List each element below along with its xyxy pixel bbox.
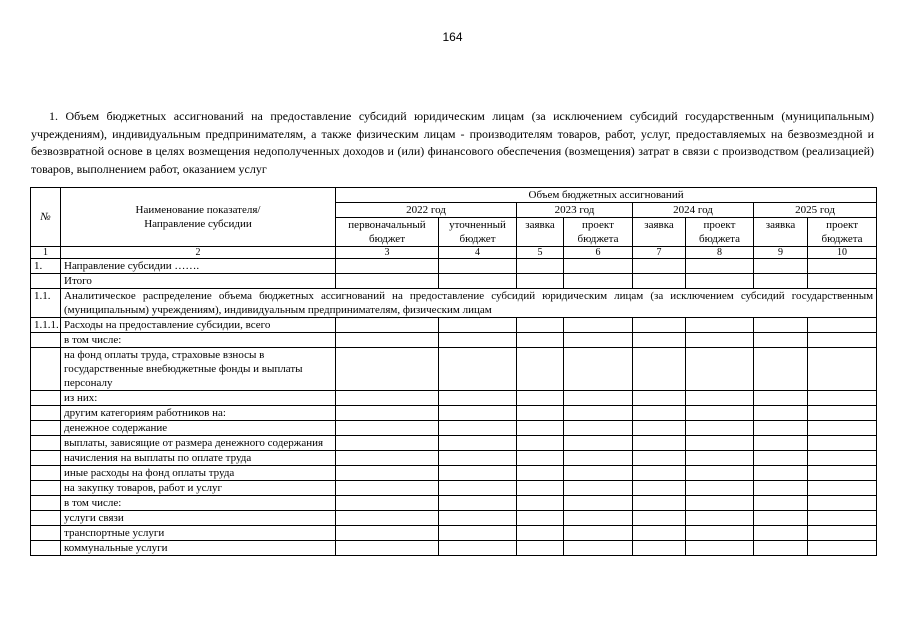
value-cell — [517, 406, 564, 421]
row-label: на фонд оплаты труда, страховые взносы в государственные внебюджетные фонды и выплаты персоналу — [61, 348, 336, 391]
row-num — [31, 391, 61, 406]
value-cell — [686, 318, 754, 333]
row-label: иные расходы на фонд оплаты труда — [61, 466, 336, 481]
value-cell — [336, 481, 439, 496]
value-cell — [808, 511, 877, 526]
value-cell — [439, 511, 517, 526]
value-cell — [754, 436, 808, 451]
header-name-line1: Наименование показателя/ — [135, 204, 261, 216]
row-analytic — [31, 289, 877, 318]
header-sub-draft-2025: проект бюджета — [808, 218, 877, 247]
col-number: 6 — [564, 247, 633, 259]
row-label: Расходы на предоставление субсидии, всего — [61, 318, 336, 333]
intro-paragraph: 1. Объем бюджетных ассигнований на предоставление субсидий юридическим лицам (за исключением субсидий государственным (муниципальным) учреждениям), индивидуальным предпринимателям, а также физическим лицам - производителям товаров, работ, услуг, предоставляемых на безвозмездной и безвозвратной основе в целях возмещения недополученных доходов и (или) финансового обеспечения (возмещения) затрат в связи с производством (реализацией) товаров, выполнением работ, оказанием услуг — [31, 109, 874, 176]
value-cell — [336, 526, 439, 541]
value-cell — [517, 496, 564, 511]
value-cell — [633, 481, 686, 496]
value-cell — [754, 511, 808, 526]
table-row — [31, 481, 877, 496]
value-cell — [439, 541, 517, 556]
value-cell — [808, 436, 877, 451]
value-cell — [754, 333, 808, 348]
value-cell — [564, 274, 633, 289]
value-cell — [564, 391, 633, 406]
row-label: Направление субсидии ……. — [61, 259, 336, 274]
value-cell — [564, 333, 633, 348]
row-num: 1.1.1. — [31, 318, 61, 333]
header-name — [61, 188, 336, 247]
value-cell — [564, 406, 633, 421]
budget-table — [30, 187, 877, 556]
value-cell — [633, 333, 686, 348]
value-cell — [808, 333, 877, 348]
value-cell — [336, 451, 439, 466]
value-cell — [439, 481, 517, 496]
value-cell — [686, 259, 754, 274]
col-number: 4 — [439, 247, 517, 259]
value-cell — [517, 511, 564, 526]
value-cell — [564, 496, 633, 511]
row-label: из них: — [61, 391, 336, 406]
value-cell — [633, 466, 686, 481]
value-cell — [439, 526, 517, 541]
value-cell — [754, 496, 808, 511]
value-cell — [754, 406, 808, 421]
table-row — [31, 466, 877, 481]
value-cell — [686, 511, 754, 526]
col-number: 3 — [336, 247, 439, 259]
col-number: 8 — [686, 247, 754, 259]
value-cell — [564, 348, 633, 391]
row-num — [31, 466, 61, 481]
table-row — [31, 333, 877, 348]
value-cell — [633, 421, 686, 436]
value-cell — [754, 318, 808, 333]
value-cell — [633, 541, 686, 556]
header-year-2022: 2022 год — [336, 203, 517, 218]
header-sub-refined: уточненный бюджет — [439, 218, 517, 247]
header-row-1 — [31, 188, 877, 203]
value-cell — [336, 391, 439, 406]
value-cell — [439, 318, 517, 333]
value-cell — [336, 333, 439, 348]
value-cell — [808, 541, 877, 556]
page-number: 164 — [442, 30, 463, 44]
row-num — [31, 348, 61, 391]
row-num — [31, 541, 61, 556]
row-num — [31, 526, 61, 541]
value-cell — [686, 451, 754, 466]
header-sub-initial: первоначальный бюджет — [336, 218, 439, 247]
table-row — [31, 406, 877, 421]
col-number: 2 — [61, 247, 336, 259]
value-cell — [633, 391, 686, 406]
row-num — [31, 481, 61, 496]
col-number: 7 — [633, 247, 686, 259]
col-number: 5 — [517, 247, 564, 259]
table-row — [31, 451, 877, 466]
table-row — [31, 541, 877, 556]
table-row — [31, 421, 877, 436]
value-cell — [439, 259, 517, 274]
row-label-total: Итого — [61, 274, 336, 289]
column-number-row — [31, 247, 877, 259]
value-cell — [633, 526, 686, 541]
value-cell — [517, 333, 564, 348]
value-cell — [439, 406, 517, 421]
value-cell — [754, 481, 808, 496]
value-cell — [336, 511, 439, 526]
header-sub-request-2024: заявка — [633, 218, 686, 247]
value-cell — [517, 541, 564, 556]
value-cell — [633, 436, 686, 451]
row-total — [31, 274, 877, 289]
row-num — [31, 436, 61, 451]
col-number: 10 — [808, 247, 877, 259]
value-cell — [336, 541, 439, 556]
row-num — [31, 274, 61, 289]
value-cell — [633, 451, 686, 466]
value-cell — [633, 348, 686, 391]
value-cell — [439, 451, 517, 466]
value-cell — [517, 451, 564, 466]
value-cell — [517, 259, 564, 274]
value-cell — [808, 421, 877, 436]
value-cell — [564, 436, 633, 451]
value-cell — [517, 274, 564, 289]
value-cell — [633, 406, 686, 421]
header-sub-draft-2023: проект бюджета — [564, 218, 633, 247]
value-cell — [517, 391, 564, 406]
value-cell — [754, 274, 808, 289]
value-cell — [754, 391, 808, 406]
row-num — [31, 496, 61, 511]
value-cell — [754, 348, 808, 391]
value-cell — [686, 541, 754, 556]
row-num — [31, 333, 61, 348]
row-label: в том числе: — [61, 496, 336, 511]
row-label: другим категориям работников на: — [61, 406, 336, 421]
value-cell — [439, 348, 517, 391]
value-cell — [517, 481, 564, 496]
table-row — [31, 436, 877, 451]
value-cell — [686, 436, 754, 451]
value-cell — [686, 274, 754, 289]
value-cell — [808, 466, 877, 481]
table-row — [31, 391, 877, 406]
value-cell — [754, 526, 808, 541]
value-cell — [517, 466, 564, 481]
value-cell — [564, 466, 633, 481]
value-cell — [686, 526, 754, 541]
value-cell — [808, 274, 877, 289]
header-volume: Объем бюджетных ассигнований — [336, 188, 877, 203]
value-cell — [633, 496, 686, 511]
row-label: коммунальные услуги — [61, 541, 336, 556]
header-year-2024: 2024 год — [633, 203, 754, 218]
row-label: выплаты, зависящие от размера денежного содержания — [61, 436, 336, 451]
value-cell — [564, 451, 633, 466]
value-cell — [808, 526, 877, 541]
value-cell — [564, 511, 633, 526]
value-cell — [686, 496, 754, 511]
value-cell — [754, 421, 808, 436]
row-num — [31, 511, 61, 526]
value-cell — [754, 541, 808, 556]
value-cell — [808, 406, 877, 421]
value-cell — [808, 496, 877, 511]
value-cell — [564, 421, 633, 436]
value-cell — [336, 406, 439, 421]
value-cell — [336, 318, 439, 333]
row-label: в том числе: — [61, 333, 336, 348]
header-sub-draft-2024: проект бюджета — [686, 218, 754, 247]
header-sub-request-2025: заявка — [754, 218, 808, 247]
value-cell — [564, 526, 633, 541]
value-cell — [686, 391, 754, 406]
value-cell — [633, 318, 686, 333]
table-row — [31, 511, 877, 526]
row-label: начисления на выплаты по оплате труда — [61, 451, 336, 466]
header-sub-request-2023: заявка — [517, 218, 564, 247]
value-cell — [439, 496, 517, 511]
value-cell — [336, 274, 439, 289]
header-year-2023: 2023 год — [517, 203, 633, 218]
value-cell — [754, 466, 808, 481]
value-cell — [439, 421, 517, 436]
row-num — [31, 406, 61, 421]
value-cell — [517, 318, 564, 333]
value-cell — [808, 259, 877, 274]
row-direction — [31, 259, 877, 274]
row-label: транспортные услуги — [61, 526, 336, 541]
value-cell — [633, 511, 686, 526]
value-cell — [439, 391, 517, 406]
value-cell — [564, 481, 633, 496]
value-cell — [517, 436, 564, 451]
row-label-analytic: Аналитическое распределение объема бюджетных ассигнований на предоставление субсидий юридическим лицам (за исключением субсидий государственным (муниципальным) учреждениям), индивидуальным предпринимателям, физическим лицам — [61, 289, 877, 318]
table-row — [31, 496, 877, 511]
value-cell — [633, 274, 686, 289]
row-num: 1.1. — [31, 289, 61, 318]
value-cell — [686, 466, 754, 481]
value-cell — [439, 333, 517, 348]
value-cell — [686, 348, 754, 391]
header-year-2025: 2025 год — [754, 203, 877, 218]
row-label: услуги связи — [61, 511, 336, 526]
value-cell — [336, 348, 439, 391]
row-num — [31, 421, 61, 436]
table-row — [31, 318, 877, 333]
value-cell — [336, 259, 439, 274]
value-cell — [808, 318, 877, 333]
table-row — [31, 526, 877, 541]
value-cell — [808, 348, 877, 391]
header-num-label: № — [40, 211, 51, 223]
value-cell — [517, 526, 564, 541]
col-number: 9 — [754, 247, 808, 259]
row-label: на закупку товаров, работ и услуг — [61, 481, 336, 496]
value-cell — [517, 348, 564, 391]
value-cell — [686, 421, 754, 436]
value-cell — [686, 481, 754, 496]
value-cell — [754, 259, 808, 274]
row-label: денежное содержание — [61, 421, 336, 436]
value-cell — [564, 541, 633, 556]
row-num — [31, 451, 61, 466]
value-cell — [439, 274, 517, 289]
value-cell — [439, 436, 517, 451]
row-num: 1. — [31, 259, 61, 274]
value-cell — [564, 318, 633, 333]
value-cell — [336, 421, 439, 436]
value-cell — [336, 496, 439, 511]
header-name-line2: Направление субсидии — [144, 218, 252, 230]
value-cell — [633, 259, 686, 274]
value-cell — [336, 466, 439, 481]
col-number: 1 — [31, 247, 61, 259]
value-cell — [808, 451, 877, 466]
value-cell — [439, 466, 517, 481]
table-row — [31, 348, 877, 391]
header-num — [31, 188, 61, 247]
value-cell — [686, 333, 754, 348]
value-cell — [754, 451, 808, 466]
value-cell — [336, 436, 439, 451]
value-cell — [564, 259, 633, 274]
value-cell — [517, 421, 564, 436]
value-cell — [808, 481, 877, 496]
value-cell — [686, 406, 754, 421]
value-cell — [808, 391, 877, 406]
